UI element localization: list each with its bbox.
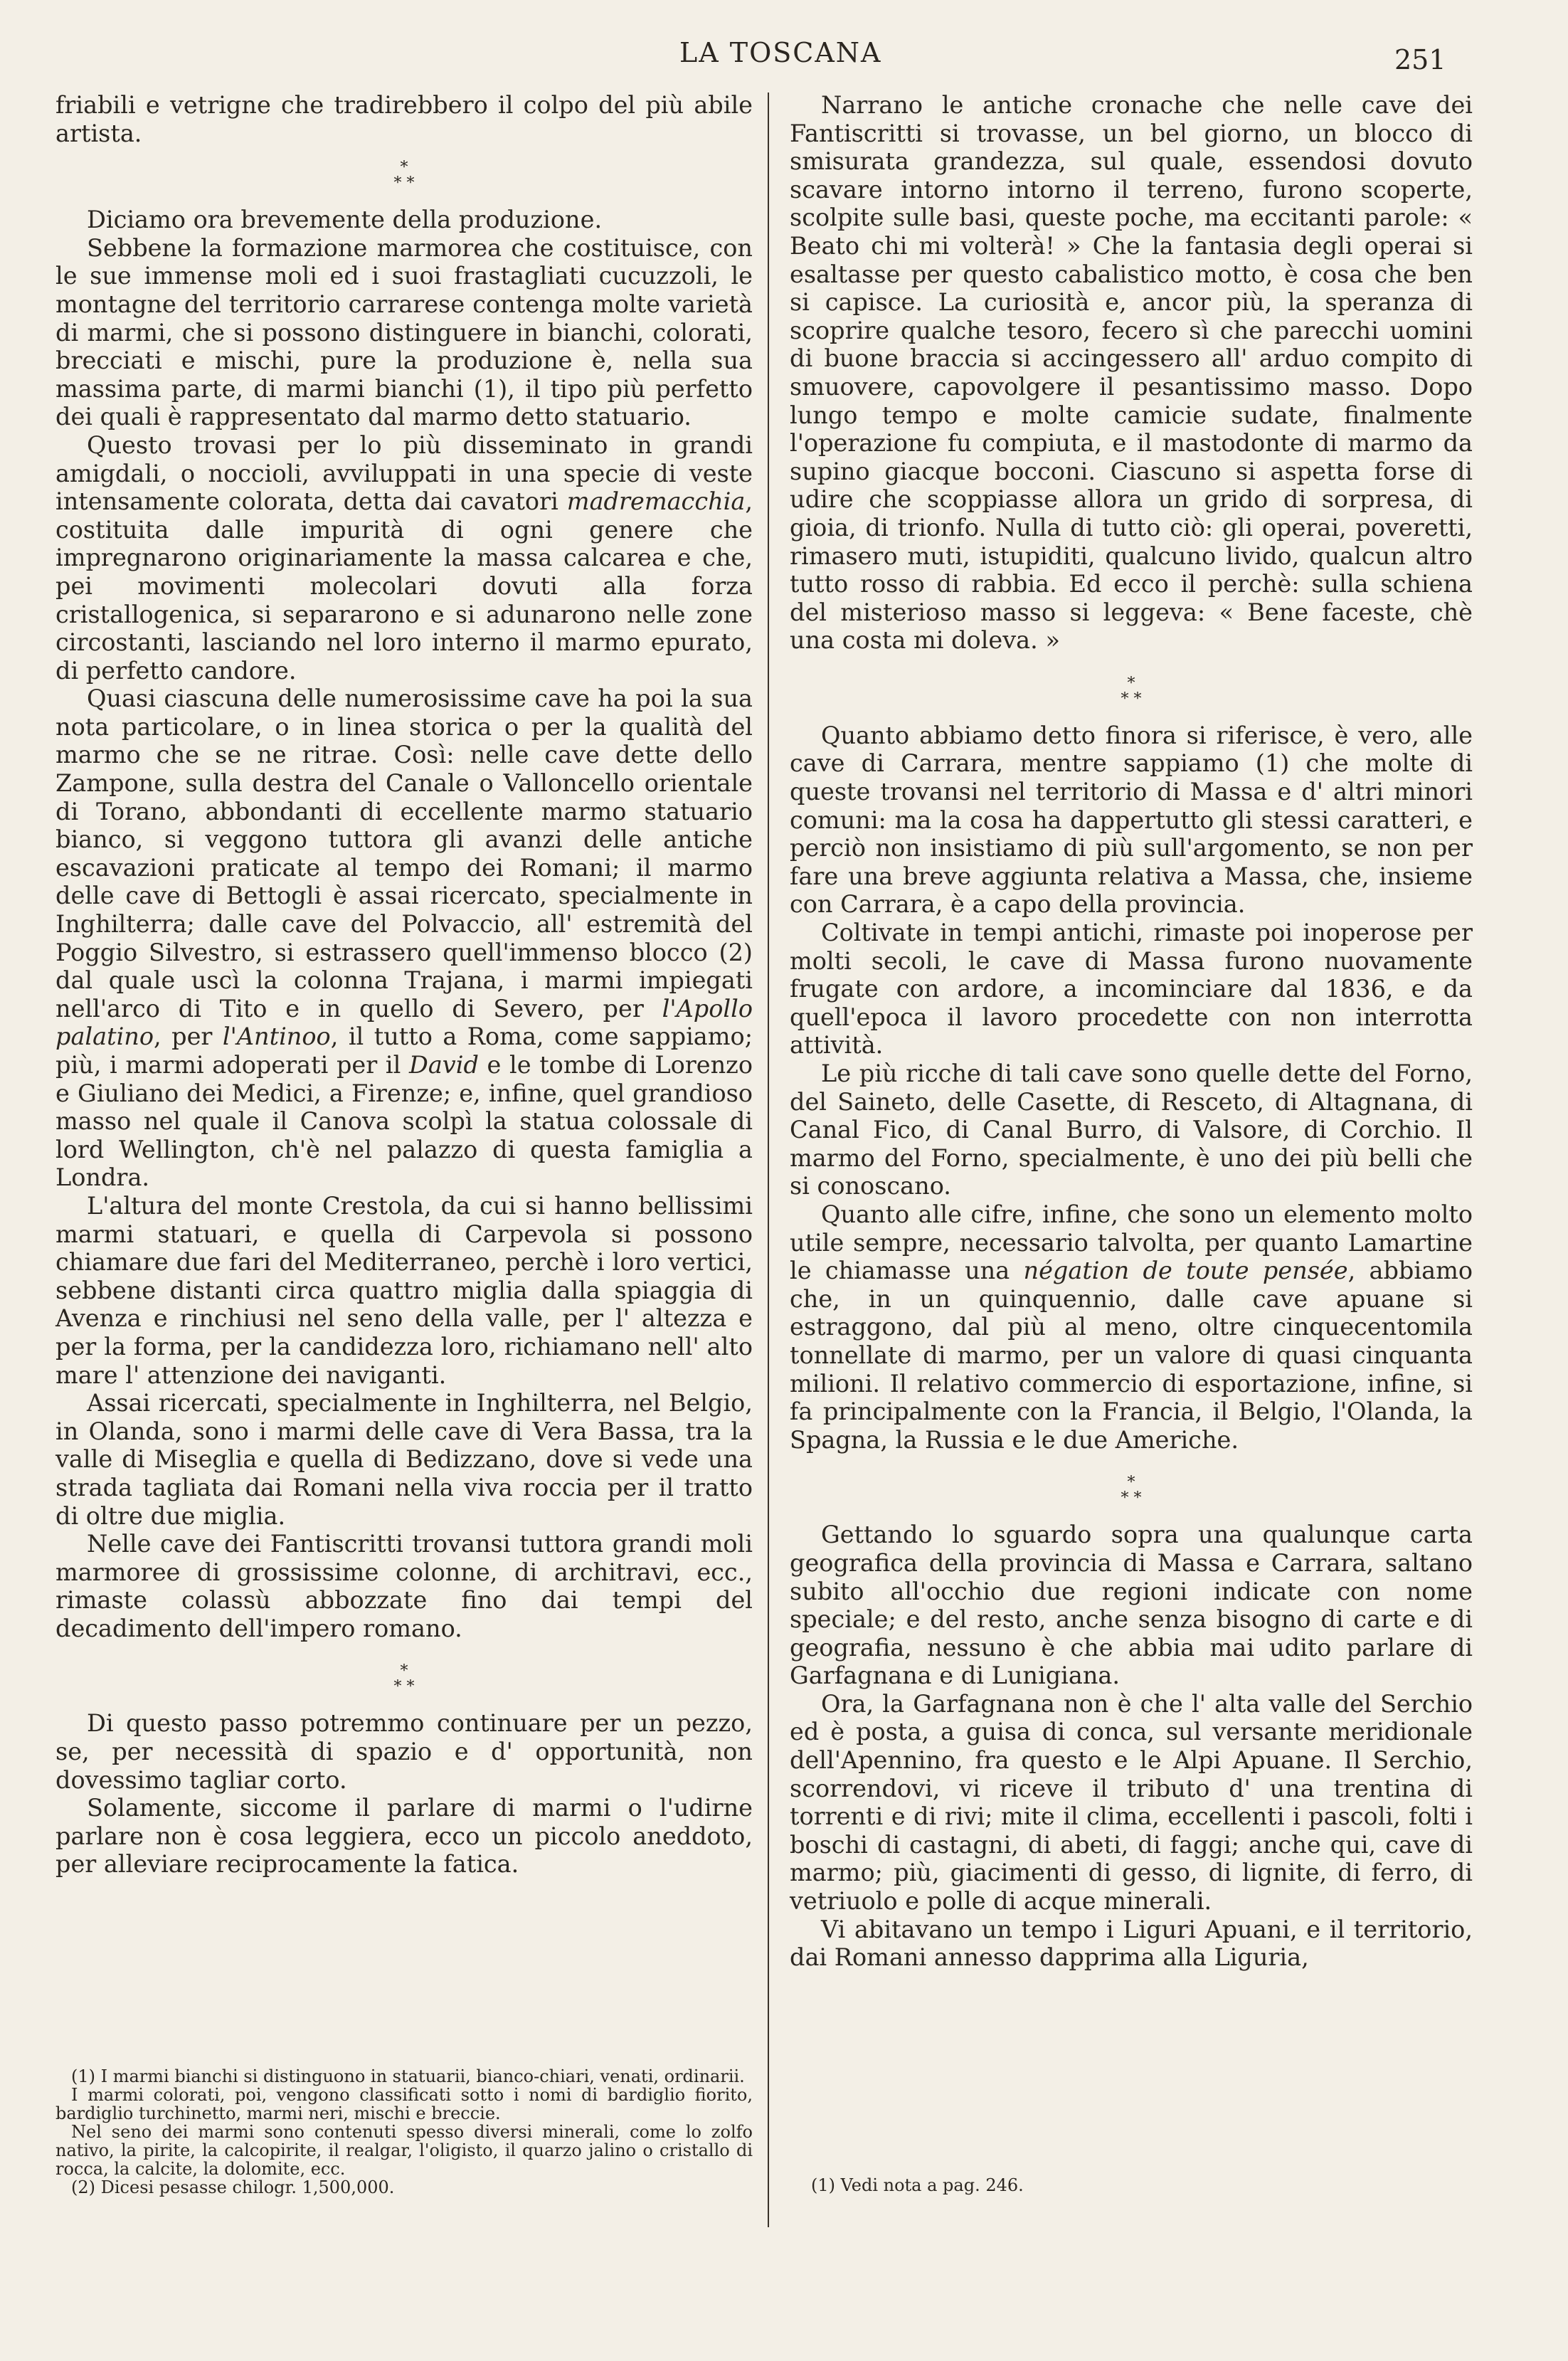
paragraph: Coltivate in tempi antichi, rimaste poi inoperose per molti secoli, le cave di Massa furono nuovamente frugate con ardore, a incominciare dal 1836, e da quell'epoca il lavoro procedette con non interrotta attività. xyxy=(790,919,1473,1060)
page-number: 251 xyxy=(1394,44,1446,75)
section-separator-stars: * * * xyxy=(393,159,415,193)
paragraph: Quanto alle cifre, infine, che sono un elemento molto utile sempre, necessario talvolta, per quanto Lamartine le chiamasse una négation de toute pensée, abbiamo che, in un quinquennio, dalle cave apuane si estraggono, dal più al meno, oltre cinquecentomila tonnellate di marmo, per un valore di quasi cinquanta milioni. Il relativo commercio di esportazione, infine, si fa principalmente con la Francia, il Belgio, l'Olanda, la Spagna, la Russia e le due Americhe. xyxy=(790,1200,1473,1454)
paragraph: Nelle cave dei Fantiscritti trovansi tuttora grandi moli marmoree di grossissime colonne, di architravi, ecc., rimaste colassù abbozzate fino dai tempi del decadimento dell'impero romano. xyxy=(55,1530,753,1642)
paragraph: Questo trovasi per lo più disseminato in grandi amigdali, o noccioli, avviluppati in una specie di veste intensamente colorata, detta dai cavatori madremacchia, costituita dalle impurità di ogni genere che impregnarono originariamente la massa calcarea e che, pei movimenti molecolari dovuti alla forza cristallogenica, si separarono e si adunarono nelle zone circostanti, lasciando nel loro interno il marmo epurato, di perfetto candore. xyxy=(55,431,753,685)
paragraph: Di questo passo potremmo continuare per un pezzo, se, per necessità di spazio e d' opportunità, non dovessimo tagliar corto. xyxy=(55,1709,753,1794)
left-column xyxy=(55,91,753,1879)
footnote: I marmi colorati, poi, vengono classificati sotto i nomi di bardiglio fiorito, bardiglio turchinetto, marmi neri, mischi e breccie. xyxy=(55,2085,753,2123)
paragraph: Narrano le antiche cronache che nelle cave dei Fantiscritti si trovasse, un bel giorno, un blocco di smisurata grandezza, sul quale, essendosi dovuto scavare intorno intorno il terreno, furono scoperte, scolpite sulle basi, queste poche, ma eccitanti parole: « Beato chi mi volterà! » Che la fantasia degli operai si esaltasse per questo cabalistico motto, è cosa che ben si capisce. La curiosità e, ancor più, la speranza di scoprire qualche tesoro, fecero sì che parecchi uomini di buone braccia si accingessero all' arduo compito di smuovere, capovolgere il pesantissimo masso. Dopo lungo tempo e molte camicie sudate, finalmente l'operazione fu compiuta, e il mastodonte di marmo da supino giacque bocconi. Ciascuno si aspetta forse di udire che scoppiasse allora un grido di sorpresa, di gioia, di trionfo. Nulla di tutto ciò: gli operai, poveretti, rimasero muti, istupiditi, qualcuno livido, qualcun altro tutto rosso di rabbia. Ed ecco il perchè: sulla schiena del misterioso masso si leggeva: « Bene faceste, chè una costa mi doleva. » xyxy=(790,91,1473,655)
paragraph: Quanto abbiamo detto finora si riferisce, è vero, alle cave di Carrara, mentre sappiamo (1) che molte di queste trovansi nel territorio di Massa e d' altri minori comuni: ma la cosa ha dappertutto gli stessi caratteri, e perciò non insistiamo di più sull'argomento, se non per fare una breve aggiunta relativa a Massa, che, insieme con Carrara, è a capo della provincia. xyxy=(790,721,1473,919)
paragraph: Le più ricche di tali cave sono quelle dette del Forno, del Saineto, delle Casette, di Resceto, di Altagnana, di Canal Fico, di Canal Burro, di Valsore, di Corchio. Il marmo del Forno, specialmente, è uno dei più belli che si conoscano. xyxy=(790,1060,1473,1200)
page-header xyxy=(0,37,1568,80)
paragraph: Assai ricercati, specialmente in Inghilterra, nel Belgio, in Olanda, sono i marmi delle cave di Vera Bassa, tra la valle di Miseglia e quella di Bedizzano, dove si vede una strada tagliata dai Romani nella viva roccia per il tratto di oltre due miglia. xyxy=(55,1389,753,1530)
paragraph: Diciamo ora brevemente della produzione. xyxy=(87,206,603,234)
footnotes-right xyxy=(811,2176,1451,2194)
paragraph: Sebbene la formazione marmorea che costituisce, con le sue immense moli ed i suoi frastagliati cucuzzoli, le montagne del territorio carrarese contenga molte varietà di marmi, che si possono distinguere in bianchi, colorati, brecciati e mischi, pure la produzione è, nella sua massima parte, di marmi bianchi (1), il tipo più perfetto dei quali è rappresentato dal marmo detto statuario. xyxy=(55,233,753,431)
right-column xyxy=(790,91,1473,1972)
paragraph: Vi abitavano un tempo i Liguri Apuani, e il territorio, dai Romani annesso dapprima alla Liguria, xyxy=(790,1915,1473,1972)
paragraph: Solamente, siccome il parlare di marmi o l'udirne parlare non è cosa leggiera, ecco un piccolo aneddoto, per alleviare reciprocamente la fatica. xyxy=(55,1794,753,1879)
column-divider xyxy=(768,93,769,2227)
footnote: Nel seno dei marmi sono contenuti spesso diversi minerali, come lo zolfo nativo, la pirite, la calcopirite, il realgar, l'oligisto, il quarzo jalino o cristallo di rocca, la calcite, la dolomite, ecc. xyxy=(55,2122,753,2179)
footnote: (2) Dicesi pesasse chilogr. 1,500,000. xyxy=(71,2177,395,2197)
footnotes-left xyxy=(55,2067,753,2197)
paragraph: Ora, la Garfagnana non è che l' alta valle del Serchio ed è posta, a guisa di conca, sul versante meridionale dell'Apennino, fra questo e le Alpi Apuane. Il Serchio, scorrendovi, vi riceve il tributo d' una trentina di torrenti e di rivi; mite il clima, eccellenti i pascoli, folti i boschi di castagni, di abeti, di faggi; anche qui, cave di marmo; più, giacimenti di gesso, di lignite, di ferro, di vetriuolo e polle di acque minerali. xyxy=(790,1689,1473,1916)
paragraph: Gettando lo sguardo sopra una qualunque carta geografica della provincia di Massa e Carrara, saltano subito all'occhio due regioni indicate con nome speciale; e del resto, anche senza bisogno di carte e di geografia, nessuno è che abbia mai udito parlare di Garfagnana e di Lunigiana. xyxy=(790,1521,1473,1690)
section-separator-stars: * * * xyxy=(1121,674,1142,708)
section-separator-stars: * * * xyxy=(393,1662,415,1696)
footnote: (1) I marmi bianchi si distinguono in statuarii, bianco-chiari, venati, ordinarii. xyxy=(71,2066,745,2086)
running-title: LA TOSCANA xyxy=(679,37,882,68)
paragraph: L'altura del monte Crestola, da cui si hanno bellissimi marmi statuari, e quella di Carpevola si possono chiamare due fari del Mediterraneo, perchè i loro vertici, sebbene distanti circa quattro miglia dalla spiaggia di Avenza e rinchiusi nel seno della valle, per l' altezza e per la forma, per la candidezza loro, richiamano nell' alto mare l' attenzione dei naviganti. xyxy=(55,1191,753,1389)
paragraph: friabili e vetrigne che tradirebbero il colpo del più abile artista. xyxy=(55,91,753,147)
section-separator-stars: * * * xyxy=(1121,1474,1142,1508)
paragraph: Quasi ciascuna delle numerosissime cave ha poi la sua nota particolare, o in linea storica o per la qualità del marmo che se ne ritrae. Così: nelle cave dette dello Zampone, sulla destra del Canale o Valloncello orientale di Torano, abbondanti di eccellente marmo statuario bianco, si veggono tuttora gli avanzi delle antiche escavazioni praticate al tempo dei Romani; il marmo delle cave di Bettogli è assai ricercato, specialmente in Inghilterra; dalle cave del Polvaccio, all' estremità del Poggio Silvestro, si estrassero quell'immenso blocco (2) dal quale uscì la colonna Trajana, i marmi impiegati nell'arco di Tito e in quello di Severo, per l'Apollo palatino, per l'Antinoo, il tutto a Roma, come sappiamo; più, i marmi adoperati per il David e le tombe di Lorenzo e Giuliano dei Medici, a Firenze; e, infine, quel grandioso masso nel quale il Canova scolpì la statua colossale di lord Wellington, ch'è nel palazzo di questa famiglia a Londra. xyxy=(55,685,753,1192)
footnote: (1) Vedi nota a pag. 246. xyxy=(811,2175,1024,2195)
